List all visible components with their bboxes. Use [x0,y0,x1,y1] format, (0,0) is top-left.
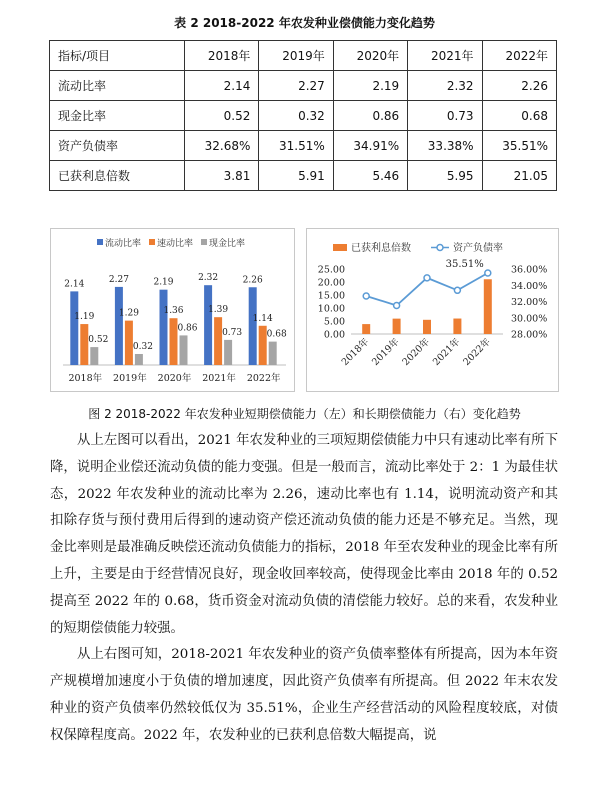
bar [204,285,212,365]
x-tick-label: 2021年 [430,336,463,368]
bar [125,321,133,365]
table-header-cell: 2022年 [482,41,556,71]
table-cell: 2.27 [259,71,333,101]
line-point [363,293,369,299]
table-cell: 33.38% [408,131,482,161]
data-label: 0.52 [88,335,109,346]
y-right-tick-label: 34.00% [511,280,548,292]
y-left-tick-label: 15.00 [317,290,345,302]
table-cell: 0.68 [482,101,556,131]
y-left-tick-label: 0.00 [323,329,345,341]
data-label: 0.86 [177,323,198,334]
data-label: 0.32 [132,341,153,352]
table-cell: 2.14 [185,71,259,101]
bar [224,340,232,365]
table-cell: 现金比率 [50,101,185,131]
data-label: 2.26 [242,275,263,286]
bar [170,318,178,365]
x-tick-label: 2018年 [68,373,103,384]
y-right-tick-label: 30.00% [511,313,548,325]
table-cell: 0.86 [333,101,407,131]
table-cell: 2.19 [333,71,407,101]
y-right-tick-label: 32.00% [511,297,548,308]
bar [214,317,222,365]
bar [362,324,370,334]
table-cell: 31.51% [259,131,333,161]
legend-label: 现金比率 [209,239,246,249]
data-label: 2.32 [198,273,219,284]
data-label: 1.19 [74,312,95,323]
y-left-tick-label: 25.00 [317,264,345,276]
y-right-tick-label: 28.00% [511,329,548,341]
legend-swatch [201,239,207,245]
table-cell: 0.32 [259,101,333,131]
table-cell: 资产负债率 [50,131,185,161]
legend-swatch [333,244,347,251]
table-row [50,71,557,101]
table-row [50,131,557,161]
legend-label: 流动比率 [105,239,142,249]
table-cell: 5.91 [259,161,333,191]
x-tick-label: 2021年 [202,373,236,384]
data-label: 1.14 [252,313,273,324]
table-header-cell: 指标/项目 [50,41,185,71]
table-header-cell: 2020年 [333,41,407,71]
x-tick-label: 2020年 [400,336,433,368]
long-term-solvency-chart-svg [307,229,558,391]
table-row [50,101,557,131]
data-label: 1.29 [118,308,139,319]
x-tick-label: 2019年 [113,373,147,384]
legend-marker [437,245,443,251]
legend-label: 速动比率 [157,239,194,249]
bar [80,324,88,365]
line-point [424,275,430,281]
line-point [454,287,460,293]
bar [90,347,98,365]
data-label: 0.73 [222,327,243,338]
table-cell: 0.52 [185,101,259,131]
line-point [394,302,400,308]
x-tick-label: 2022年 [461,336,493,368]
data-label: 2.14 [64,279,85,290]
bar [180,335,188,365]
bar [269,342,277,365]
x-tick-label: 2018年 [339,336,372,368]
bar [484,279,492,334]
table-cell: 35.51% [482,131,556,161]
table-row [50,161,557,191]
table-cell: 21.05 [482,161,556,191]
table-header-cell: 2018年 [185,41,259,71]
table-header-cell: 2021年 [408,41,482,71]
annotation-label: 35.51% [445,258,484,270]
table-cell: 流动比率 [50,71,185,101]
bar [135,354,143,365]
x-tick-label: 2019年 [370,336,402,368]
legend-label: 已获利息倍数 [351,243,411,254]
table-header-cell: 2019年 [259,41,333,71]
bar [259,326,267,365]
bar [423,320,431,334]
data-label: 2.27 [108,274,129,285]
data-label: 2.19 [153,277,174,288]
short-term-solvency-chart-svg [51,229,294,391]
data-label: 0.68 [266,329,287,340]
line-point [485,270,491,276]
x-tick-label: 2022年 [246,373,281,384]
table-cell: 5.95 [408,161,482,191]
bar [393,319,401,334]
y-left-tick-label: 5.00 [323,316,345,328]
table-cell: 5.46 [333,161,407,191]
long-term-solvency-chart [306,228,559,392]
y-left-tick-label: 10.00 [317,303,345,315]
table-header-row [50,41,557,71]
table-cell: 32.68% [185,131,259,161]
bar [160,290,168,365]
legend-swatch [97,239,103,245]
table-cell: 2.32 [408,71,482,101]
y-right-tick-label: 36.00% [511,264,548,276]
table-cell: 0.73 [408,101,482,131]
table-cell: 已获利息倍数 [50,161,185,191]
bar [249,287,257,365]
body-text [50,428,558,750]
data-label: 1.36 [163,306,184,317]
bar [115,287,123,365]
table-cell: 2.26 [482,71,556,101]
data-label: 1.39 [208,305,229,316]
table-title: 表 2 2018-2022 年农发种业偿债能力变化趋势 [174,16,435,30]
legend-label: 资产负债率 [453,243,503,254]
legend-swatch [149,239,155,245]
bar [453,319,461,334]
short-term-solvency-chart [50,228,295,392]
y-left-tick-label: 20.00 [317,277,345,289]
figure-caption: 图 2 2018-2022 年农发种业短期偿债能力（左）和长期偿债能力（右）变化趋势 [88,407,521,421]
solvency-table [49,40,557,191]
paragraph: 从上右图可知，2018-2021 年农发种业的资产负债率整体有所提高，因为本年资产规模增加速度小于负债的增加速度，因此资产负债率有所提高。但 2022 年末农发种业的资产负债率仍然较低仅为 35.51%，企业生产经营活动的风险程度较底，对债权保障程度高。2022 年，农发种业的已获利息倍数大幅提高，说 [50,647,558,743]
paragraph: 从上左图可以看出，2021 年农发种业的三项短期偿债能力中只有速动比率有所下降，说明企业偿还流动负债的能力变强。但是一般而言，流动比率处于 2：1 为最佳状态，2022 年农发种业的流动比率为 2.26，速动比率也有 1.14，说明流动资产和其扣除存货与预付费用后得到的速动资产偿还流动负债的能力还是不够充足。当然，现金比率则是最准确反映偿还流动负债能力的指标，2018 年至农发种业的现金比率有所上升，主要是由于经营情况良好，现金收回率较高，使得现金比率由 2018 年的 0.52 提高至 2022 年的 0.68，货币资金对流动负债的清偿能力较好。总的来看，农发种业的短期偿债能力较强。 [50,433,558,636]
bar [70,291,78,365]
table-cell: 3.81 [185,161,259,191]
table-cell: 34.91% [333,131,407,161]
x-tick-label: 2020年 [157,373,192,384]
